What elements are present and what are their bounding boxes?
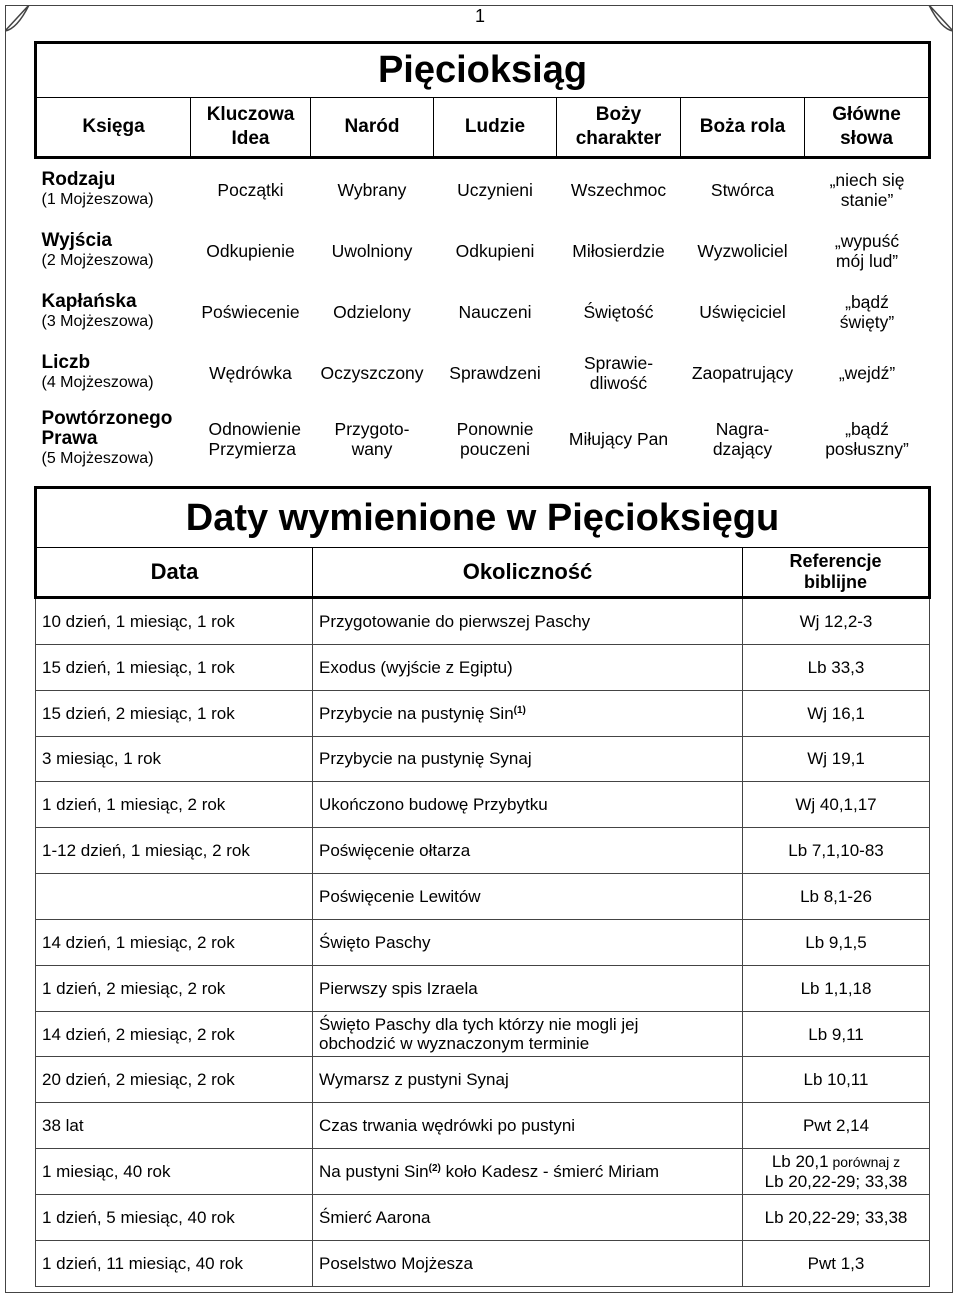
character: Sprawie-dliwość bbox=[583, 352, 654, 393]
date-cell: 38 lat bbox=[36, 1103, 313, 1149]
date-row bbox=[36, 736, 930, 782]
reference-cell: Pwt 1,3 bbox=[743, 1240, 930, 1286]
event-cell: Poselstwo Mojżesza bbox=[313, 1240, 743, 1286]
page-number: 1 bbox=[474, 6, 485, 26]
key-words: „bądź posłuszny” bbox=[825, 419, 909, 459]
header-role: Boża rola bbox=[681, 98, 805, 158]
date-row bbox=[36, 1011, 930, 1057]
date-row bbox=[36, 644, 930, 690]
reference-cell: Lb 9,1,5 bbox=[743, 919, 930, 965]
header-reference: Referencje biblijne bbox=[743, 548, 930, 598]
date-cell: 14 dzień, 1 miesiąc, 2 rok bbox=[36, 919, 313, 965]
date-row bbox=[36, 874, 930, 920]
key-idea: Początki bbox=[217, 179, 284, 200]
key-words: „wejdź” bbox=[838, 362, 896, 383]
event-text: Na pustyni Sin bbox=[319, 1162, 429, 1182]
pentateuch-table bbox=[34, 41, 931, 475]
date-cell: 1-12 dzień, 1 miesiąc, 2 rok bbox=[36, 828, 313, 874]
book-sub: (1 Mojżeszowa) bbox=[41, 190, 154, 208]
book-name: Liczb bbox=[41, 351, 91, 373]
pentateuch-title: Pięcioksiąg bbox=[36, 43, 930, 98]
reference-text-line2: Lb 20,22-29; 33,38 bbox=[764, 1172, 908, 1192]
nation: Uwolniony bbox=[331, 240, 413, 261]
reference-cell bbox=[743, 1149, 930, 1195]
event-cell bbox=[313, 1149, 743, 1195]
event-text: Przybycie na pustynię Sin bbox=[319, 703, 514, 723]
event-cell: Śmierć Aarona bbox=[313, 1194, 743, 1240]
date-row bbox=[36, 828, 930, 874]
event-cell: Poświęcenie ołtarza bbox=[313, 828, 743, 874]
event-cell: Ukończono budowę Przybytku bbox=[313, 782, 743, 828]
book-row bbox=[36, 403, 930, 475]
book-row bbox=[36, 220, 930, 281]
people: Odkupieni bbox=[455, 240, 535, 261]
book-row bbox=[36, 342, 930, 403]
reference-cell: Lb 8,1-26 bbox=[743, 874, 930, 920]
nation: Przygoto-wany bbox=[334, 419, 410, 459]
date-row bbox=[36, 1194, 930, 1240]
date-cell: 15 dzień, 2 miesiąc, 1 rok bbox=[36, 690, 313, 736]
reference-cell: Lb 7,1,10-83 bbox=[743, 828, 930, 874]
reference-text: Lb 20,1 bbox=[771, 1152, 829, 1172]
reference-cell: Lb 20,22-29; 33,38 bbox=[743, 1194, 930, 1240]
nation: Odzielony bbox=[333, 301, 411, 322]
date-row bbox=[36, 598, 930, 645]
reference-cell: Wj 40,1,17 bbox=[743, 782, 930, 828]
reference-cell: Lb 10,11 bbox=[743, 1057, 930, 1103]
book-cell bbox=[36, 342, 191, 403]
date-cell: 15 dzień, 1 miesiąc, 1 rok bbox=[36, 644, 313, 690]
footnote-marker: (2) bbox=[428, 1163, 441, 1175]
date-row bbox=[36, 782, 930, 828]
date-cell: 1 dzień, 11 miesiąc, 40 rok bbox=[36, 1240, 313, 1286]
book-name: Rodzaju bbox=[41, 168, 116, 190]
header-nation: Naród bbox=[311, 98, 434, 158]
book-name: Powtórzonego Prawa bbox=[41, 408, 173, 449]
book-cell bbox=[36, 158, 191, 221]
key-idea: Wędrówka bbox=[209, 362, 292, 383]
book-cell bbox=[36, 281, 191, 342]
date-cell: 14 dzień, 2 miesiąc, 2 rok bbox=[36, 1011, 313, 1057]
date-cell: 1 dzień, 2 miesiąc, 2 rok bbox=[36, 965, 313, 1011]
event-cell: Święto Paschy bbox=[313, 919, 743, 965]
people: Ponownie pouczeni bbox=[456, 419, 534, 459]
role: Zaopatrujący bbox=[691, 362, 794, 383]
event-cell: Przygotowanie do pierwszej Paschy bbox=[313, 598, 743, 645]
date-row bbox=[36, 965, 930, 1011]
date-cell: 3 miesiąc, 1 rok bbox=[36, 736, 313, 782]
people: Uczynieni bbox=[457, 179, 533, 200]
footnote-marker: (1) bbox=[513, 704, 526, 716]
dates-title: Daty wymienione w Pięcioksięgu bbox=[36, 488, 930, 548]
reference-cell: Wj 19,1 bbox=[743, 736, 930, 782]
date-cell: 1 dzień, 5 miesiąc, 40 rok bbox=[36, 1194, 313, 1240]
book-sub: (2 Mojżeszowa) bbox=[41, 251, 154, 269]
date-row bbox=[36, 1149, 930, 1195]
date-cell: 20 dzień, 2 miesiąc, 2 rok bbox=[36, 1057, 313, 1103]
reference-cell: Lb 1,1,18 bbox=[743, 965, 930, 1011]
book-name: Kapłańska bbox=[41, 290, 137, 312]
key-idea: Poświecenie bbox=[201, 301, 300, 322]
header-date: Data bbox=[36, 548, 313, 598]
event-cell: Przybycie na pustynię Synaj bbox=[313, 736, 743, 782]
character: Wszechmoc bbox=[570, 179, 667, 200]
date-row bbox=[36, 919, 930, 965]
key-words: „niech się stanie” bbox=[829, 169, 905, 210]
dates-header-row bbox=[36, 548, 930, 598]
header-key-idea: Kluczowa Idea bbox=[191, 98, 311, 158]
book-cell bbox=[36, 403, 191, 475]
event-cell bbox=[313, 690, 743, 736]
date-cell bbox=[36, 874, 313, 920]
book-name: Wyjścia bbox=[41, 229, 112, 251]
reference-cell: Wj 16,1 bbox=[743, 690, 930, 736]
book-sub: (3 Mojżeszowa) bbox=[41, 312, 154, 330]
date-row bbox=[36, 1240, 930, 1286]
reference-compare-note: porównaj z bbox=[828, 1154, 901, 1171]
book-row bbox=[36, 158, 930, 221]
header-event: Okoliczność bbox=[313, 548, 743, 598]
book-cell bbox=[36, 220, 191, 281]
reference-cell: Lb 9,11 bbox=[743, 1011, 930, 1057]
date-row bbox=[36, 690, 930, 736]
key-idea: Odnowienie Przymierza bbox=[208, 419, 301, 459]
event-cell: Czas trwania wędrówki po pustyni bbox=[313, 1103, 743, 1149]
role: Nagra-dzający bbox=[712, 419, 773, 459]
book-sub: (4 Mojżeszowa) bbox=[41, 373, 154, 391]
date-cell: 1 miesiąc, 40 rok bbox=[36, 1149, 313, 1195]
event-cell: Poświęcenie Lewitów bbox=[313, 874, 743, 920]
role: Uświęciciel bbox=[699, 301, 786, 322]
pentateuch-header-row bbox=[36, 98, 930, 158]
header-character: Boży charakter bbox=[557, 98, 681, 158]
role: Wyzwoliciel bbox=[697, 240, 788, 261]
nation: Wybrany bbox=[337, 179, 407, 200]
people: Sprawdzeni bbox=[449, 362, 541, 383]
date-cell: 10 dzień, 1 miesiąc, 1 rok bbox=[36, 598, 313, 645]
date-cell: 1 dzień, 1 miesiąc, 2 rok bbox=[36, 782, 313, 828]
character: Miłosierdzie bbox=[572, 240, 665, 261]
people: Nauczeni bbox=[458, 301, 532, 322]
header-book: Księga bbox=[36, 98, 191, 158]
reference-cell: Lb 33,3 bbox=[743, 644, 930, 690]
header-people: Ludzie bbox=[434, 98, 557, 158]
event-cell: Exodus (wyjście z Egiptu) bbox=[313, 644, 743, 690]
dates-table bbox=[34, 486, 931, 1287]
reference-cell: Pwt 2,14 bbox=[743, 1103, 930, 1149]
reference-cell: Wj 12,2-3 bbox=[743, 598, 930, 645]
header-words: Główne słowa bbox=[805, 98, 930, 158]
book-sub: (5 Mojżeszowa) bbox=[41, 450, 154, 467]
event-cell: Wymarsz z pustyni Synaj bbox=[313, 1057, 743, 1103]
event-cell: Święto Paschy dla tych którzy nie mogli jej obchodzić w wyznaczonym terminie bbox=[313, 1011, 743, 1057]
date-row bbox=[36, 1103, 930, 1149]
book-row bbox=[36, 281, 930, 342]
event-text-continued: koło Kadesz - śmierć Miriam bbox=[440, 1162, 660, 1182]
event-cell: Pierwszy spis Izraela bbox=[313, 965, 743, 1011]
role: Stwórca bbox=[710, 179, 775, 200]
character: Świętość bbox=[583, 301, 654, 322]
date-row bbox=[36, 1057, 930, 1103]
key-words: „bądź święty” bbox=[839, 291, 895, 332]
key-idea: Odkupienie bbox=[206, 240, 295, 261]
character: Miłujący Pan bbox=[568, 429, 669, 449]
nation: Oczyszczony bbox=[320, 362, 424, 383]
key-words: „wypuść mój lud” bbox=[834, 230, 900, 271]
